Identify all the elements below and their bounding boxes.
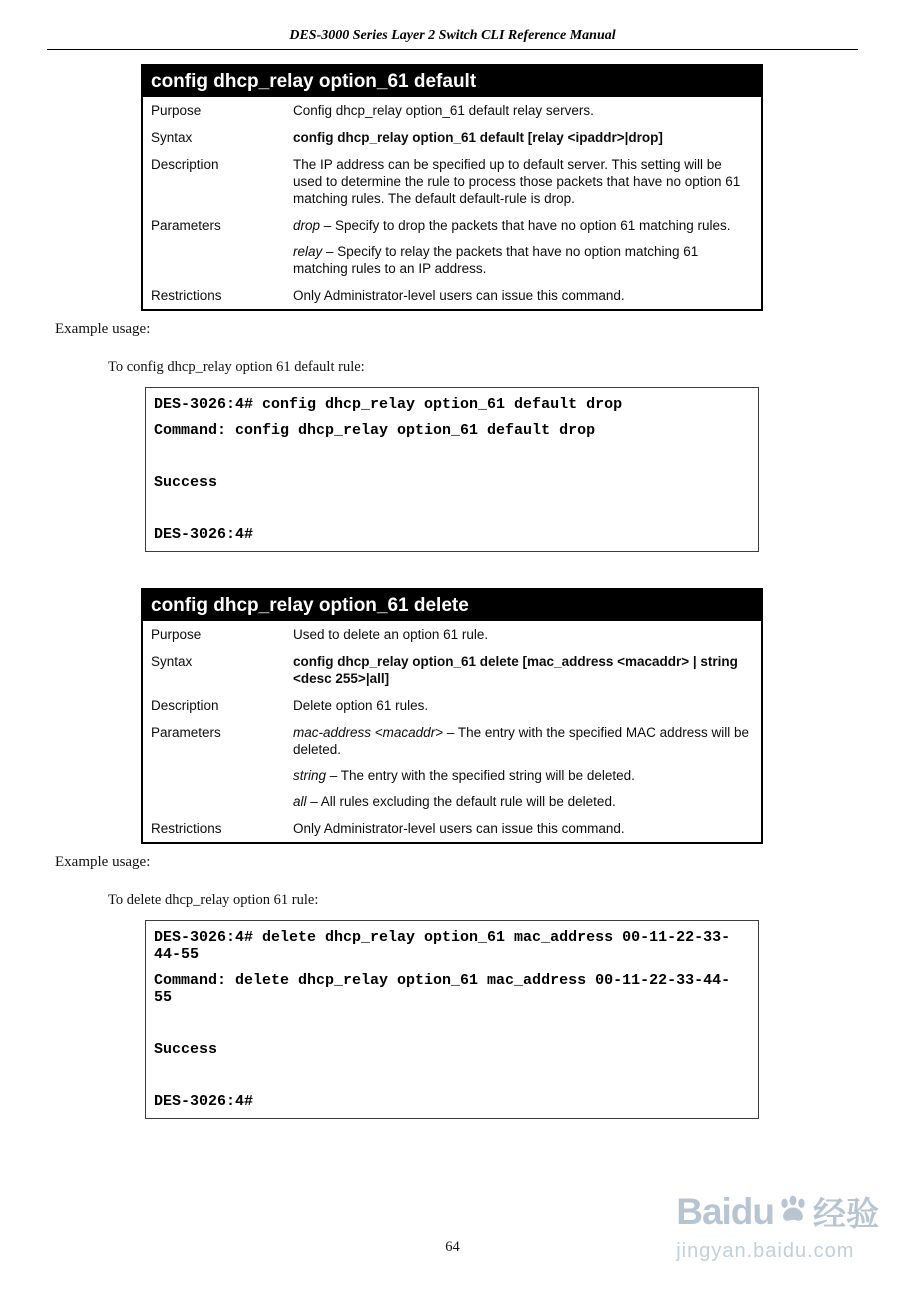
purpose-value: Used to delete an option 61 rule. [293,627,489,642]
syntax-value: config dhcp_relay option_61 default [relay <ipaddr>|drop] [293,130,663,145]
parameters-label: Parameters [151,725,221,740]
parameter-item [293,217,751,234]
parameter-item [293,793,751,810]
command-table-default [141,64,763,311]
purpose-value: Config dhcp_relay option_61 default relay servers. [293,103,594,118]
command-table-delete [141,588,763,844]
parameter-text: – The entry with the specified MAC address will be deleted. [293,725,749,757]
syntax-label: Syntax [151,654,193,669]
example-usage-heading: Example usage: [55,321,151,337]
parameter-term: string [293,768,327,783]
watermark-brand-row [676,1188,879,1235]
console-line: DES-3026:4# delete dhcp_relay option_61 mac_address 00-11-22-33-44-55 [154,929,731,963]
parameter-item [293,243,751,277]
running-header [47,26,858,50]
table-row-parameters [143,719,761,815]
baidu-watermark [676,1188,879,1263]
description-label: Description [151,698,219,713]
description-value: Delete option 61 rules. [293,698,429,713]
command-title-bar: config dhcp_relay option_61 delete [143,590,761,621]
parameter-item [293,724,751,758]
console-line: Command: delete dhcp_relay option_61 mac_address 00-11-22-33-44-55 [154,972,731,1006]
watermark-url: jingyan.baidu.com [676,1240,855,1262]
parameters-label: Parameters [151,218,221,233]
watermark-suffix: 经验 [813,1195,879,1232]
console-line [154,500,732,517]
console-line [154,1067,732,1084]
console-line: DES-3026:4# [154,526,254,543]
table-row-description [143,692,761,719]
syntax-value: config dhcp_relay option_61 delete [mac_address <macaddr> | string <desc 255>|all] [293,654,738,686]
console-line: Success [154,1041,218,1058]
purpose-label: Purpose [151,627,202,642]
example-usage-heading: Example usage: [55,854,151,870]
restrictions-value: Only Administrator-level users can issue this command. [293,821,625,836]
console-output-1 [145,387,759,552]
table-row-restrictions [143,815,761,842]
table-row-syntax [143,124,761,151]
document-title: DES-3000 Series Layer 2 Switch CLI Reference Manual [289,28,616,43]
parameter-term: all [293,794,307,809]
parameter-text: – The entry with the specified string will be deleted. [326,768,635,783]
parameter-item [293,767,751,784]
table-row-description [143,151,761,212]
parameter-text: – Specify to drop the packets that have no option 61 matching rules. [320,218,731,233]
console-line: DES-3026:4# [154,1093,254,1110]
restrictions-value: Only Administrator-level users can issue this command. [293,288,625,303]
table-row-syntax [143,648,761,692]
parameter-text: – Specify to relay the packets that have no option matching 61 matching rules to an IP address. [293,244,699,276]
parameters-value [293,724,761,810]
table-row-parameters [143,212,761,282]
console-line [154,448,732,465]
parameter-text: – All rules excluding the default rule will be deleted. [306,794,616,809]
description-value: The IP address can be specified up to default server. This setting will be used to determine the rule to process those packets that have no option 61 matching rules. The default default-rule is drop. [293,157,741,206]
console-output-2 [145,920,759,1119]
table-row-purpose [143,621,761,648]
console-line [154,1015,732,1032]
console-line: Command: config dhcp_relay option_61 default drop [154,422,596,439]
baidu-logo-text: Baidu [676,1190,774,1232]
example-intro: To config dhcp_relay option 61 default rule: [108,359,365,375]
console-line: Success [154,474,218,491]
parameter-term: drop [293,218,321,233]
page-number: 64 [445,1239,460,1255]
parameter-term: relay [293,244,323,259]
restrictions-label: Restrictions [151,288,222,303]
console-text [154,929,732,1110]
description-label: Description [151,157,219,172]
restrictions-label: Restrictions [151,821,222,836]
table-row-purpose [143,97,761,124]
console-text [154,396,732,543]
parameters-value [293,217,761,277]
example-intro: To delete dhcp_relay option 61 rule: [108,892,319,908]
paw-icon [778,1193,808,1223]
syntax-label: Syntax [151,130,193,145]
manual-page [0,26,905,1262]
command-title-bar: config dhcp_relay option_61 default [143,66,761,97]
parameter-term: mac-address <macaddr> [293,725,444,740]
table-row-restrictions [143,282,761,309]
console-line: DES-3026:4# config dhcp_relay option_61 default drop [154,396,623,413]
purpose-label: Purpose [151,103,202,118]
